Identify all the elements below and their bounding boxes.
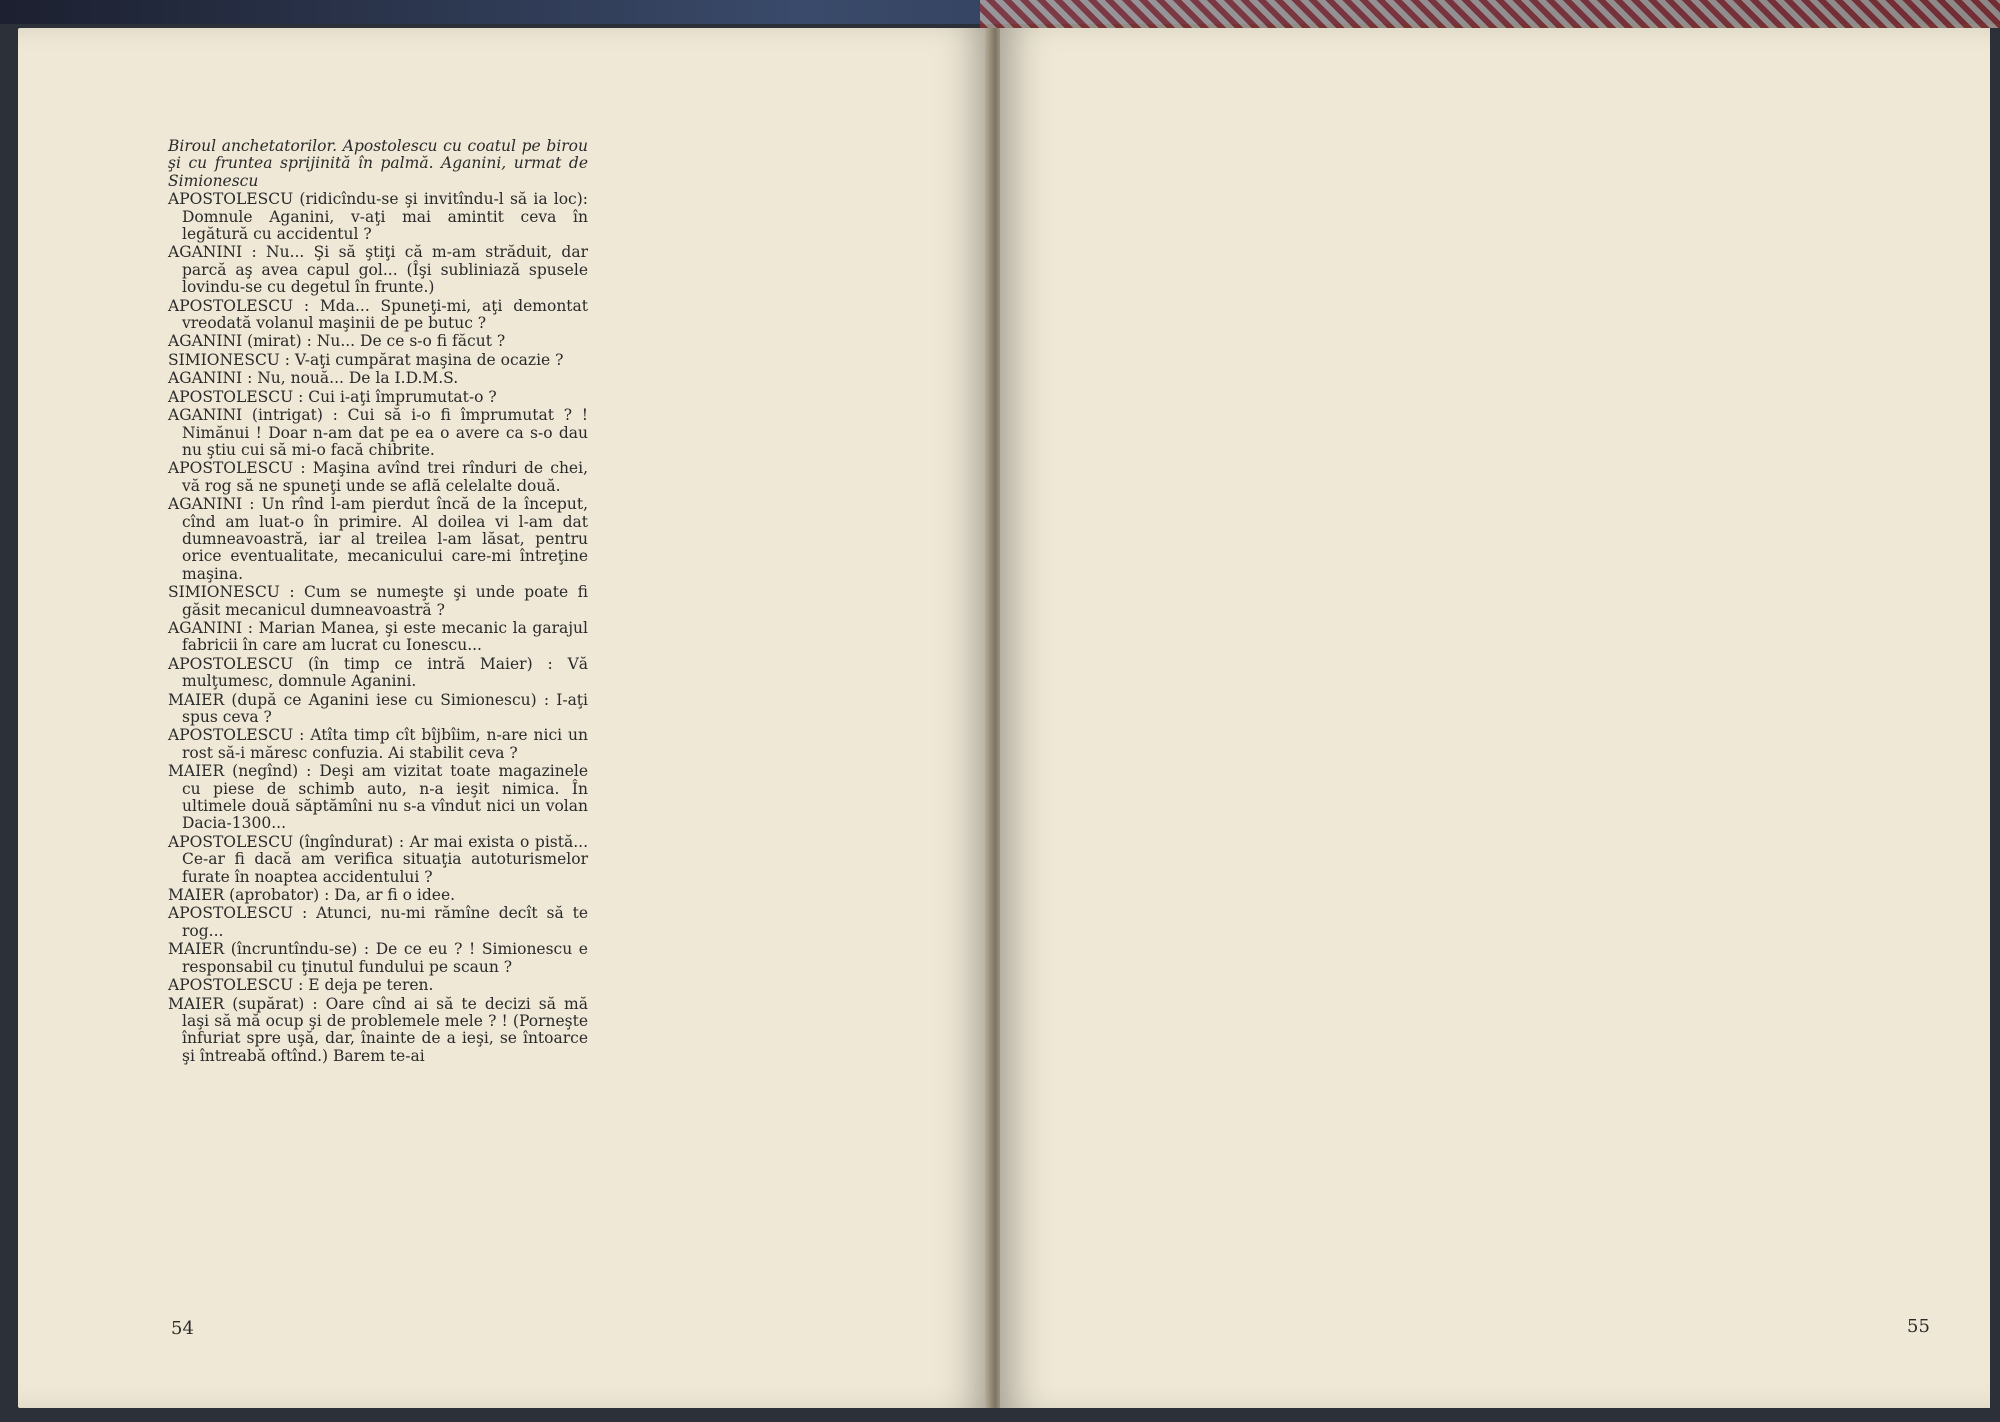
dialogue-line: APOSTOLESCU : Mda... Spuneţi-mi, aţi demontat vreodată volanul maşinii de pe butuc ? — [168, 296, 588, 333]
dialogue-line: SIMIONESCU : V-aţi cumpărat maşina de ocazie ? — [168, 350, 564, 369]
dialogue-line: MAIER (încruntîndu-se) : De ce eu ? ! Simionescu e responsabil cu ţinutul fundului pe scaun ? — [168, 940, 588, 976]
left-page-column-1 — [168, 138, 588, 1066]
dialogue-line: AGANINI : Un rînd l-am pierdut încă de la început, cînd am luat-o în primire. Al doilea vi l-am dat dumneavoastră, iar al treilea l-am lăsat, pentru orice eventualitate, mecanicului care-mi întreţine maşina. — [168, 495, 588, 583]
dialogue-line: AGANINI : Nu, nouă... De la I.D.M.S. — [168, 369, 459, 388]
dialogue-line: APOSTOLESCU : Cui i-aţi împrumutat-o ? — [168, 387, 497, 406]
dialogue-line: MAIER (supărat) : Oare cînd ai să te decizi să mă laşi să mă ocup şi de problemele mele ? ! (Porneşte înfuriat spre uşă, dar, înainte de a ieşi, se întoarce şi întreabă oftînd.) Barem te-ai — [168, 994, 588, 1065]
dialogue-line: MAIER (negînd) : Deşi am vizitat toate magazinele cu piese de schimb auto, n-a ieşit nimica. În ultimele două săptămîni nu s-a vîndut nici un volan Dacia-1300... — [168, 762, 588, 833]
dialogue-line: AGANINI (intrigat) : Cui să i-o fi împrumutat ? ! Nimănui ! Doar n-am dat pe ea o avere ca s-o dau nu ştiu cui să mi-o facă chibrite. — [168, 406, 588, 459]
dialogue-line: MAIER (după ce Aganini iese cu Simionescu) : I-aţi spus ceva ? — [168, 690, 588, 726]
tablecloth — [980, 0, 2000, 28]
dialogue-line: APOSTOLESCU : E deja pe teren. — [168, 976, 434, 995]
dialogue-line: AGANINI : Nu... Şi să ştiţi că m-am străduit, dar parcă aş avea capul gol... (Îşi subliniază spusele lovindu-se cu degetul în frunte.) — [168, 243, 588, 297]
dialogue-line: APOSTOLESCU : Atîta timp cît bîjbîim, n-are nici un rost să-i măresc confuzia. Ai stabilit ceva ? — [168, 726, 588, 762]
page-number-left: 54 — [171, 1318, 194, 1339]
dialogue-line: APOSTOLESCU (în timp ce intră Maier) : Vă mulţumesc, domnule Aganini. — [168, 654, 588, 691]
dialogue-line: AGANINI : Marian Manea, şi este mecanic la garajul fabricii în care am lucrat cu Ionescu... — [168, 618, 588, 655]
left-page — [18, 28, 988, 1408]
dialogue-line: APOSTOLESCU (ridicîndu-se şi invitîndu-l să ia loc): Domnule Aganini, v-aţi mai amintit ceva în legătură cu accidentul ? — [168, 190, 588, 244]
dialogue-line: APOSTOLESCU : Maşina avînd trei rînduri de chei, vă rog să ne spuneţi unde se află celelalte două. — [168, 459, 588, 495]
dialogue-line: MAIER (aprobator) : Da, ar fi o idee. — [168, 886, 456, 905]
dialogue-line: SIMIONESCU : Cum se numeşte şi unde poate fi găsit mecanicul dumneavoastră ? — [168, 583, 588, 619]
stage-direction: Biroul anchetatorilor. Apostolescu cu coatul pe birou şi cu fruntea sprijinită în palmă. Aganini, urmat de Simionescu — [168, 137, 588, 190]
dialogue-line: APOSTOLESCU (îngîndurat) : Ar mai exista o pistă... Ce-ar fi dacă am verifica situaţia autoturismelor furate în noaptea accidentului ? — [168, 832, 588, 886]
right-page — [1000, 28, 1990, 1408]
dialogue-line: APOSTOLESCU : Atunci, nu-mi rămîne decît să te rog... — [168, 904, 588, 940]
dialogue-line: AGANINI (mirat) : Nu... De ce s-o fi făcut ? — [168, 332, 506, 351]
page-number-right: 55 — [1907, 1316, 1930, 1337]
